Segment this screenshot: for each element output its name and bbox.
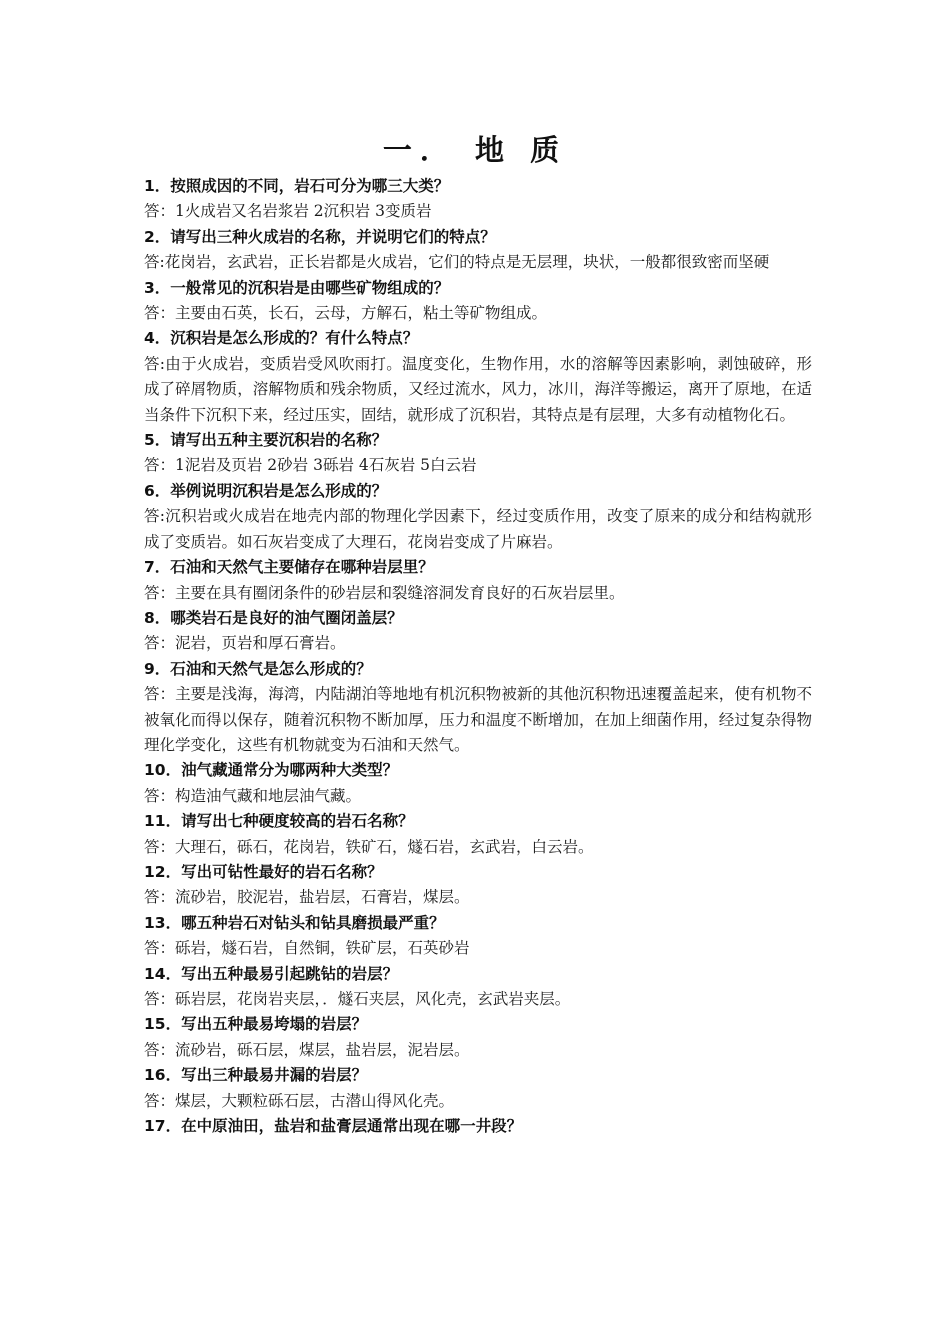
- question-text: 2．请写出三种火成岩的名称，并说明它们的特点？: [144, 227, 496, 246]
- answer-text: 答：煤层，大颗粒砾石层，古潜山得风化壳。: [144, 1091, 455, 1110]
- question-text: 6．举例说明沉积岩是怎么形成的？: [144, 481, 388, 500]
- answer-text: 答：构造油气藏和地层油气藏。: [144, 786, 362, 805]
- question-text: 12．写出可钻性最好的岩石名称？: [144, 862, 383, 881]
- answer-text: 答：流砂岩，砾石层，煤层，盐岩层，泥岩层。: [144, 1040, 470, 1059]
- answer-text: 答：主要是浅海，海湾，内陆湖泊等地地有机沉积物被新的其他沉积物迅速覆盖起来，使有机物不被氧化而得以保存，随着沉积物不断加厚，压力和温度不断增加，在加上细菌作用，经过复杂得物理化学变化，这些有机物就变为石油和天然气。: [144, 685, 812, 754]
- question-text: 14．写出五种最易引起跳钻的岩层？: [144, 964, 399, 983]
- answer-text: 答:花岗岩，玄武岩，正长岩都是火成岩，它们的特点是无层理，块状，一般都很致密而坚硬: [144, 253, 770, 272]
- answer-text: 答：大理石，砾石，花岗岩，铁矿石，燧石岩，玄武岩，白云岩。: [144, 837, 594, 856]
- question-text: 9．石油和天然气是怎么形成的？: [144, 659, 372, 678]
- question-text: 5．请写出五种主要沉积岩的名称？: [144, 431, 388, 450]
- qa-list: [144, 174, 812, 1139]
- question-text: 15．写出五种最易垮塌的岩层？: [144, 1015, 368, 1034]
- answer-text: 答：泥岩，页岩和厚石膏岩。: [144, 634, 346, 653]
- question-text: 7．石油和天然气主要储存在哪种岩层里？: [144, 558, 434, 577]
- answer-text: 答：流砂岩，胶泥岩，盐岩层，石膏岩，煤层。: [144, 888, 470, 907]
- question-text: 16．写出三种最易井漏的岩层？: [144, 1066, 368, 1085]
- question-text: 17．在中原油田，盐岩和盐膏层通常出现在哪一井段？: [144, 1117, 523, 1136]
- answer-text: 答：主要在具有圈闭条件的砂岩层和裂缝溶洞发育良好的石灰岩层里。: [144, 583, 625, 602]
- question-text: 4．沉积岩是怎么形成的？有什么特点？: [144, 329, 419, 348]
- answer-text: 答:沉积岩或火成岩在地壳内部的物理化学因素下，经过变质作用，改变了原来的成分和结构就形成了变质岩。如石灰岩变成了大理石，花岗岩变成了片麻岩。: [144, 507, 812, 551]
- answer-text: 答：1火成岩又名岩浆岩 2沉积岩 3变质岩: [144, 202, 432, 221]
- question-text: 10．油气藏通常分为哪两种大类型？: [144, 761, 399, 780]
- question-text: 13．哪五种岩石对钻头和钻具磨损最严重？: [144, 913, 445, 932]
- question-text: 3．一般常见的沉积岩是由哪些矿物组成的？: [144, 278, 450, 297]
- section-title: 一． 地 质: [382, 133, 568, 167]
- answer-text: 答：砾岩层，花岗岩夹层，．燧石夹层，风化壳，玄武岩夹层。: [144, 990, 571, 1008]
- question-text: 8．哪类岩石是良好的油气圈闭盖层？: [144, 608, 403, 627]
- question-text: 11．请写出七种硬度较高的岩石名称？: [144, 812, 414, 831]
- answer-text: 答：1泥岩及页岩 2砂岩 3砾岩 4石灰岩 5白云岩: [144, 456, 477, 475]
- answer-text: 答:由于火成岩，变质岩受风吹雨打。温度变化，生物作用，水的溶解等因素影响，剥蚀破碎，形成了碎屑物质，溶解物质和残余物质，又经过流水，风力，冰川，海洋等搬运，离开了原地，在适当条件下沉积下来，经过压实，固结，就形成了沉积岩，其特点是有层理，大多有动植物化石。: [144, 354, 812, 424]
- answer-text: 答：主要由石英，长石，云母，方解石，粘土等矿物组成。: [144, 304, 548, 323]
- answer-text: 答：砾岩，燧石岩，自然铜，铁矿层，石英砂岩: [144, 939, 470, 958]
- question-text: 1．按照成因的不同，岩石可分为哪三大类？: [144, 177, 450, 195]
